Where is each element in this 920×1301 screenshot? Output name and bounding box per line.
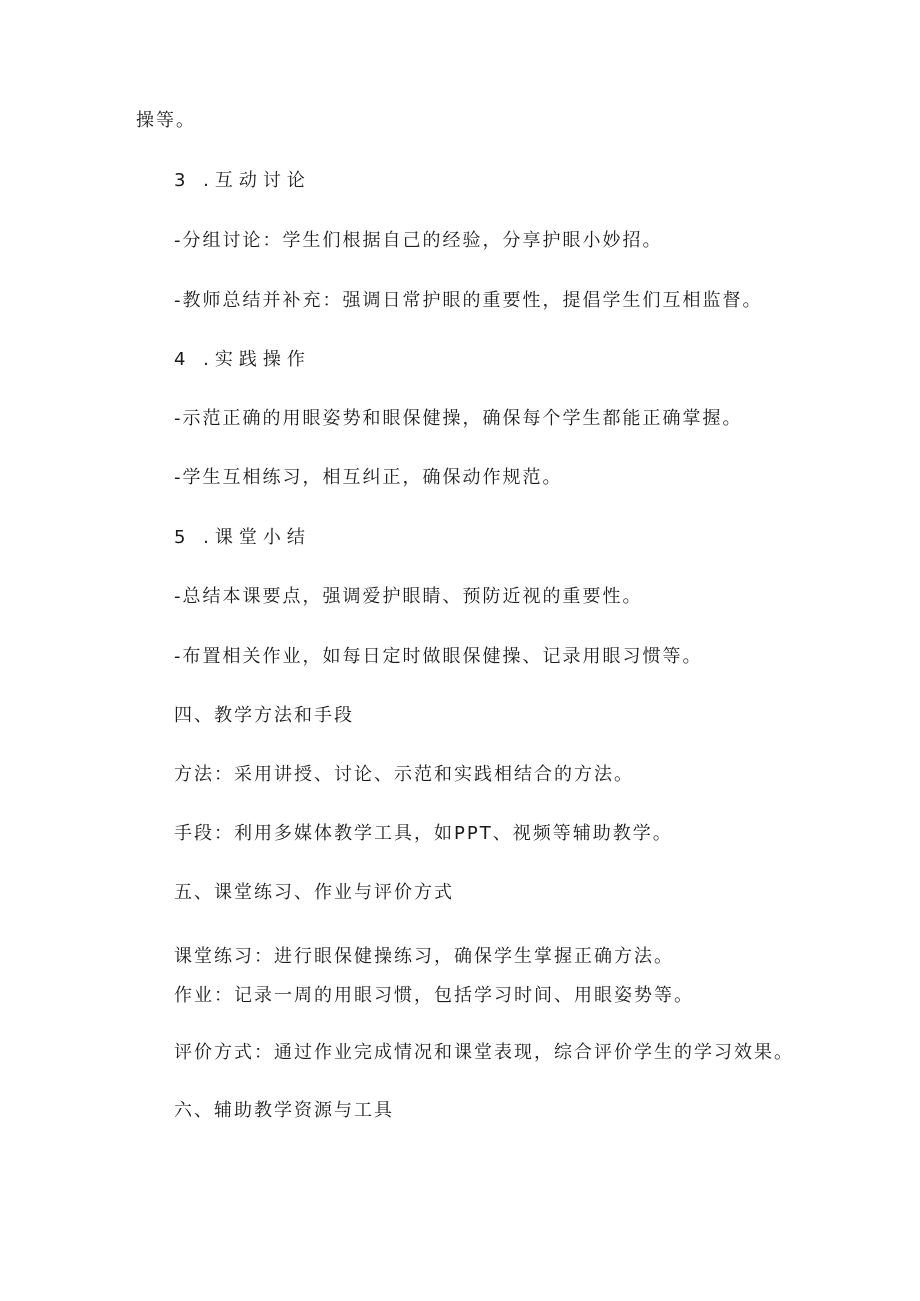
paragraph: 课堂练习：进行眼保健操练习，确保学生掌握正确方法。 [174,946,674,967]
section-heading-teaching-methods: 四、教学方法和手段 [174,705,354,726]
section-heading-exercises-evaluation: 五、课堂练习、作业与评价方式 [174,882,454,903]
list-item: -布置相关作业，如每日定时做眼保健操、记录用眼习惯等。 [174,646,703,667]
paragraph-continuation: 操等。 [136,110,196,131]
section-heading-summary: 5 .课堂小结 [174,527,311,548]
section-heading-interactive-discussion: 3 .互动讨论 [174,170,311,191]
paragraph: 手段：利用多媒体教学工具，如PPT、视频等辅助教学。 [174,823,673,844]
list-item: -学生互相练习，相互纠正，确保动作规范。 [174,467,563,488]
list-item: -总结本课要点，强调爱护眼睛、预防近视的重要性。 [174,586,643,607]
list-item: -分组讨论：学生们根据自己的经验，分享护眼小妙招。 [174,230,663,251]
section-heading-resources-tools: 六、辅助教学资源与工具 [174,1100,394,1121]
list-item: -教师总结并补充：强调日常护眼的重要性，提倡学生们互相监督。 [174,290,763,311]
paragraph: 作业：记录一周的用眼习惯，包括学习时间、用眼姿势等。 [174,985,694,1006]
section-heading-practice: 4 .实践操作 [174,349,311,370]
paragraph: 评价方式：通过作业完成情况和课堂表现，综合评价学生的学习效果。 [174,1042,794,1063]
paragraph: 方法：采用讲授、讨论、示范和实践相结合的方法。 [174,764,634,785]
list-item: -示范正确的用眼姿势和眼保健操，确保每个学生都能正确掌握。 [174,408,743,429]
